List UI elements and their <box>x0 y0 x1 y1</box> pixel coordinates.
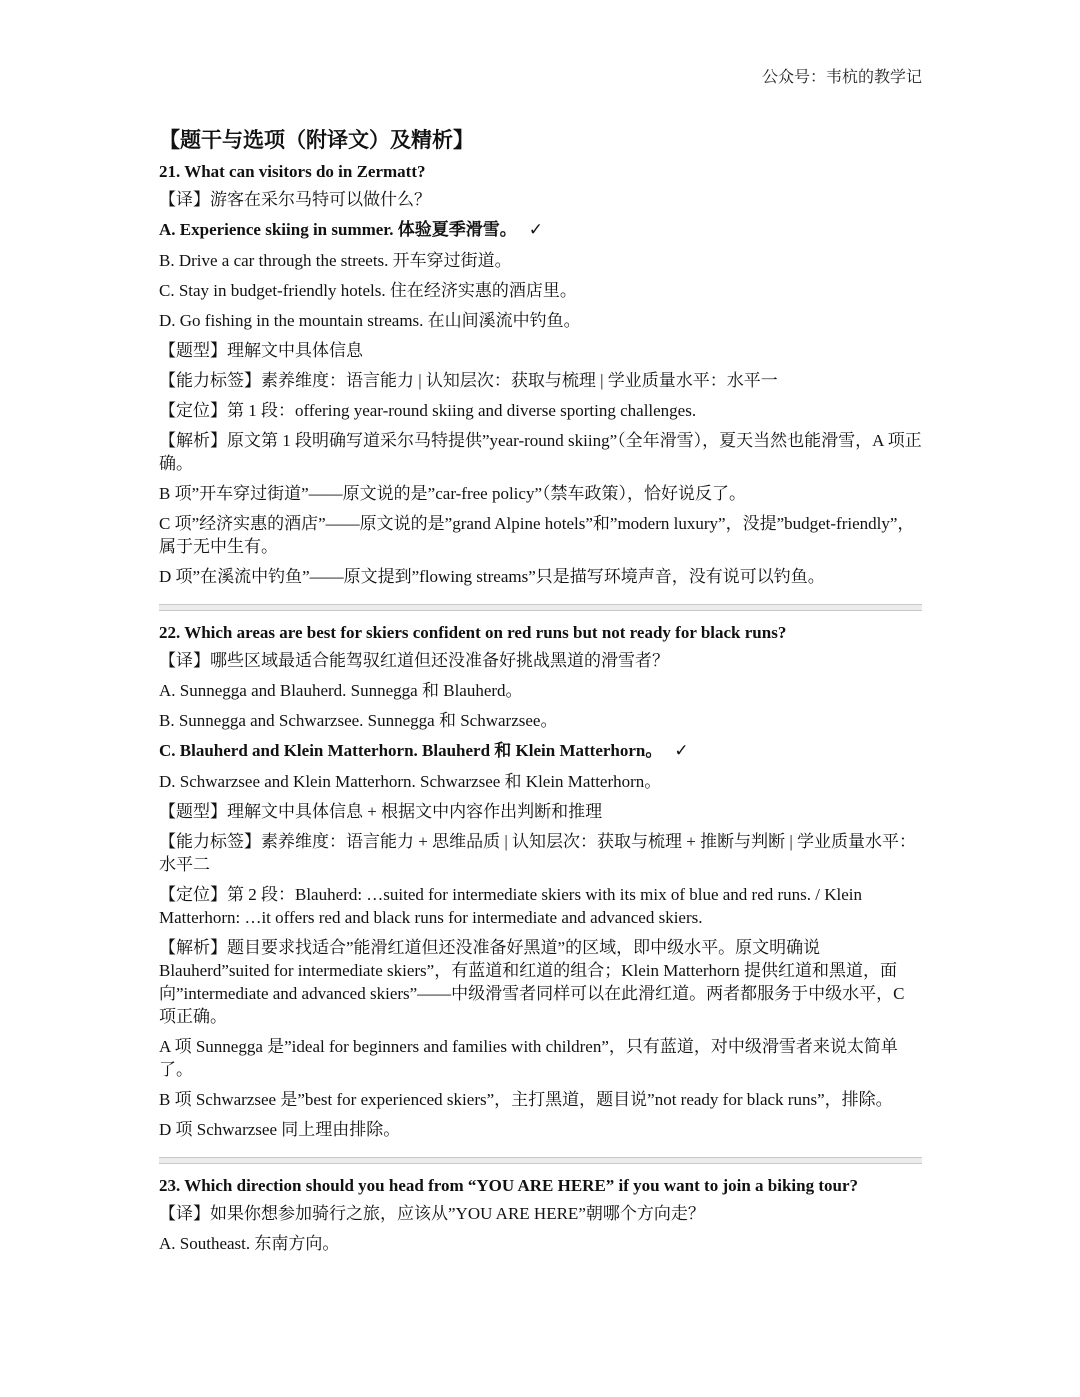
option-c-correct <box>159 739 922 763</box>
option-c: C. Stay in budget-friendly hotels. 住在经济实惠的酒店里。 <box>159 281 577 300</box>
check-icon: ✓ <box>674 741 689 761</box>
check-icon: ✓ <box>528 220 544 240</box>
ability-tag: 【能力标签】素养维度：语言能力 | 认知层次：获取与梳理 | 学业质量水平：水平一 <box>159 371 778 390</box>
option-a: A. Sunnegga and Blauherd. Sunnegga 和 Blauherd。 <box>159 681 523 700</box>
section-title: 【题干与选项（附译文）及精析】 <box>159 128 474 152</box>
analysis-paragraph: C 项”经济实惠的酒店”——原文说的是”grand Alpine hotels”和”modern luxury”，没提”budget-friendly”，属于无中生有。 <box>159 514 915 556</box>
document-body <box>159 126 922 1262</box>
analysis-paragraph: D 项”在溪流中钓鱼”——原文提到”flowing streams”只是描写环境声音，没有说可以钓鱼。 <box>159 567 825 586</box>
analysis-paragraph: 【解析】原文第 1 段明确写道采尔马特提供”year-round skiing”（全年滑雪），夏天当然也能滑雪，A 项正确。 <box>159 431 922 473</box>
option-a-correct <box>159 218 922 242</box>
question-stem: 21. What can visitors do in Zermatt? <box>159 162 426 181</box>
analysis-paragraph: B 项 Schwarzsee 是”best for experienced skiers”，主打黑道，题目说”not ready for black runs”，排除。 <box>159 1090 893 1109</box>
location-note: 【定位】第 1 段：offering year-round skiing and diverse sporting challenges. <box>159 401 697 420</box>
question-translation: 【译】哪些区域最适合能驾驭红道但还没准备好挑战黑道的滑雪者？ <box>159 651 669 670</box>
option-text: C. Blauherd and Klein Matterhorn. Blauherd 和 Klein Matterhorn。 <box>159 741 663 760</box>
option-b: B. Drive a car through the streets. 开车穿过街道。 <box>159 251 512 270</box>
option-a: A. Southeast. 东南方向。 <box>159 1234 340 1253</box>
question-stem: 23. Which direction should you head from “YOU ARE HERE” if you want to join a biking tour? <box>159 1176 859 1195</box>
option-d: D. Go fishing in the mountain streams. 在山间溪流中钓鱼。 <box>159 311 581 330</box>
ability-tag: 【能力标签】素养维度：语言能力 + 思维品质 | 认知层次：获取与梳理 + 推断与判断 | 学业质量水平：水平二 <box>159 832 916 874</box>
question-translation: 【译】游客在采尔马特可以做什么？ <box>159 190 431 209</box>
analysis-paragraph: D 项 Schwarzsee 同上理由排除。 <box>159 1120 401 1139</box>
option-b: B. Sunnegga and Schwarzsee. Sunnegga 和 Schwarzsee。 <box>159 711 558 730</box>
question-type: 【题型】理解文中具体信息 + 根据文中内容作出判断和推理 <box>159 802 603 821</box>
question-block <box>159 621 922 1141</box>
question-block <box>159 160 922 588</box>
analysis-paragraph: 【解析】题目要求找适合”能滑红道但还没准备好黑道”的区域，即中级水平。原文明确说 Blauherd”suited for intermediate skiers”，有蓝道和红道的组合；Klein Matterhorn 提供红道和黑道，面向”intermediate and advanced skiers”——中级滑雪者同样可以在此滑红道。两者都服务于中级水平，C 项正确。 <box>159 938 905 1026</box>
question-block <box>159 1174 922 1255</box>
question-type: 【题型】理解文中具体信息 <box>159 341 363 360</box>
account-header: 公众号：韦杭的教学记 <box>761 69 922 86</box>
question-translation: 【译】如果你想参加骑行之旅，应该从”YOU ARE HERE”朝哪个方向走？ <box>159 1204 705 1223</box>
location-note: 【定位】第 2 段：Blauherd: …suited for intermediate skiers with its mix of blue and red runs. / Klein Matterhorn: …it offers red and black runs for intermediate and advanced skiers. <box>159 885 863 927</box>
question-stem: 22. Which areas are best for skiers confident on red runs but not ready for black runs? <box>159 623 787 642</box>
analysis-paragraph: B 项”开车穿过街道”——原文说的是”car-free policy”（禁车政策），恰好说反了。 <box>159 484 746 503</box>
analysis-paragraph: A 项 Sunnegga 是”ideal for beginners and families with children”，只有蓝道，对中级滑雪者来说太简单了。 <box>159 1037 898 1079</box>
section-divider <box>159 1157 922 1164</box>
section-divider <box>159 604 922 611</box>
option-text: A. Experience skiing in summer. 体验夏季滑雪。 <box>159 220 517 239</box>
option-d: D. Schwarzsee and Klein Matterhorn. Schwarzsee 和 Klein Matterhorn。 <box>159 772 662 791</box>
